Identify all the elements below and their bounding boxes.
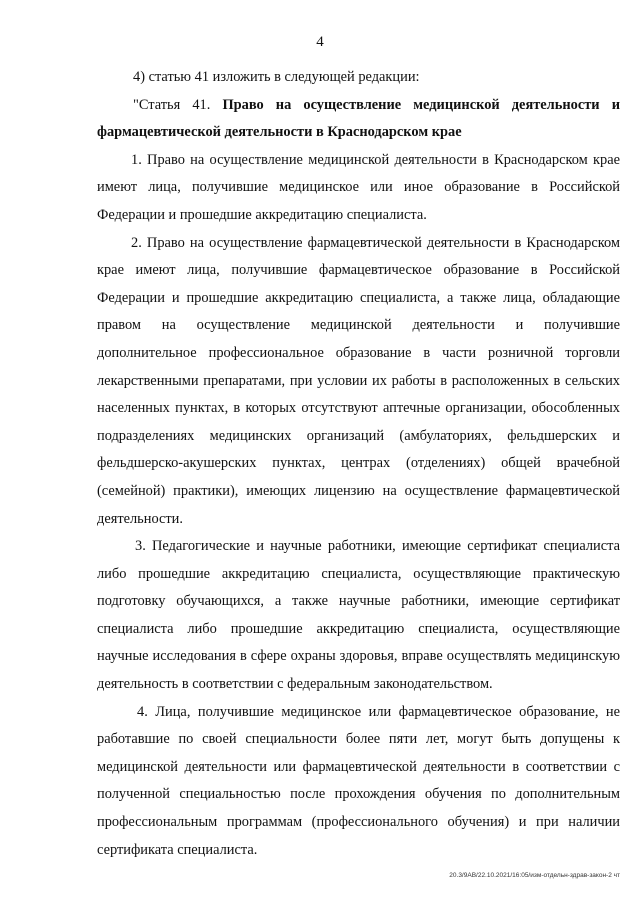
document-footer-code: 20.3/9АВ/22.10.2021/16:05/изм-отдельн-здрав-закон-2 чт [449, 872, 620, 879]
page-number: 4 [316, 34, 324, 50]
article-prefix: "Статья 41. [133, 96, 211, 113]
article-heading [97, 92, 620, 147]
amendment-intro: 4) статью 41 изложить в следующей редакции: [133, 69, 420, 85]
article-paragraph-4: 4. Лица, получившие медицинское или фармацевтическое образование, не работавшие по своей специальности более пяти лет, могут быть допущены к медицинской деятельности или фармацевтической деятельности в соответствии с полученной специальностью после прохождения обучения по дополнительным профессиональным программам (профессионального обучения) и при наличии сертификата специалиста. [97, 703, 620, 858]
article-paragraph-1: 1. Право на осуществление медицинской деятельности в Краснодарском крае имеют лица, получившие медицинское или иное образование в Российской Федерации и прошедшие аккредитацию специалиста. [97, 151, 620, 223]
article-paragraph-3: 3. Педагогические и научные работники, имеющие сертификат специалиста либо прошедшие аккредитацию специалиста, осуществляющие практическую подготовку обучающихся, а также научные работники, имеющие сертификат специалиста либо прошедшие аккредитацию специалиста, осуществляющие научные исследования в сфере охраны здоровья, вправе осуществлять медицинскую деятельность в соответствии с федеральным законодательством. [97, 538, 620, 693]
article-paragraph-2: 2. Право на осуществление фармацевтической деятельности в Краснодарском крае имеют лица, получившие фармацевтическое образование в Российской Федерации и прошедшие аккредитацию специалиста, а также лица, обладающие правом на осуществление медицинской деятельности и получившие дополнительное профессиональное образование в части розничной торговли лекарственными препаратами, при условии их работы в расположенных в сельских населенных пунктах, в которых отсутствуют аптечные организации, обособленных подразделениях медицинских организаций (амбулаториях, фельдшерских и фельдшерско-акушерских пунктах, центрах (отделениях) общей врачебной (семейной) практики), имеющих лицензию на осуществление фармацевтической деятельности. [97, 234, 620, 527]
article-title: Право на осуществление медицинской деятельности и фармацевтической деятельности в Краснодарском крае [97, 96, 620, 141]
document-body [97, 64, 620, 864]
